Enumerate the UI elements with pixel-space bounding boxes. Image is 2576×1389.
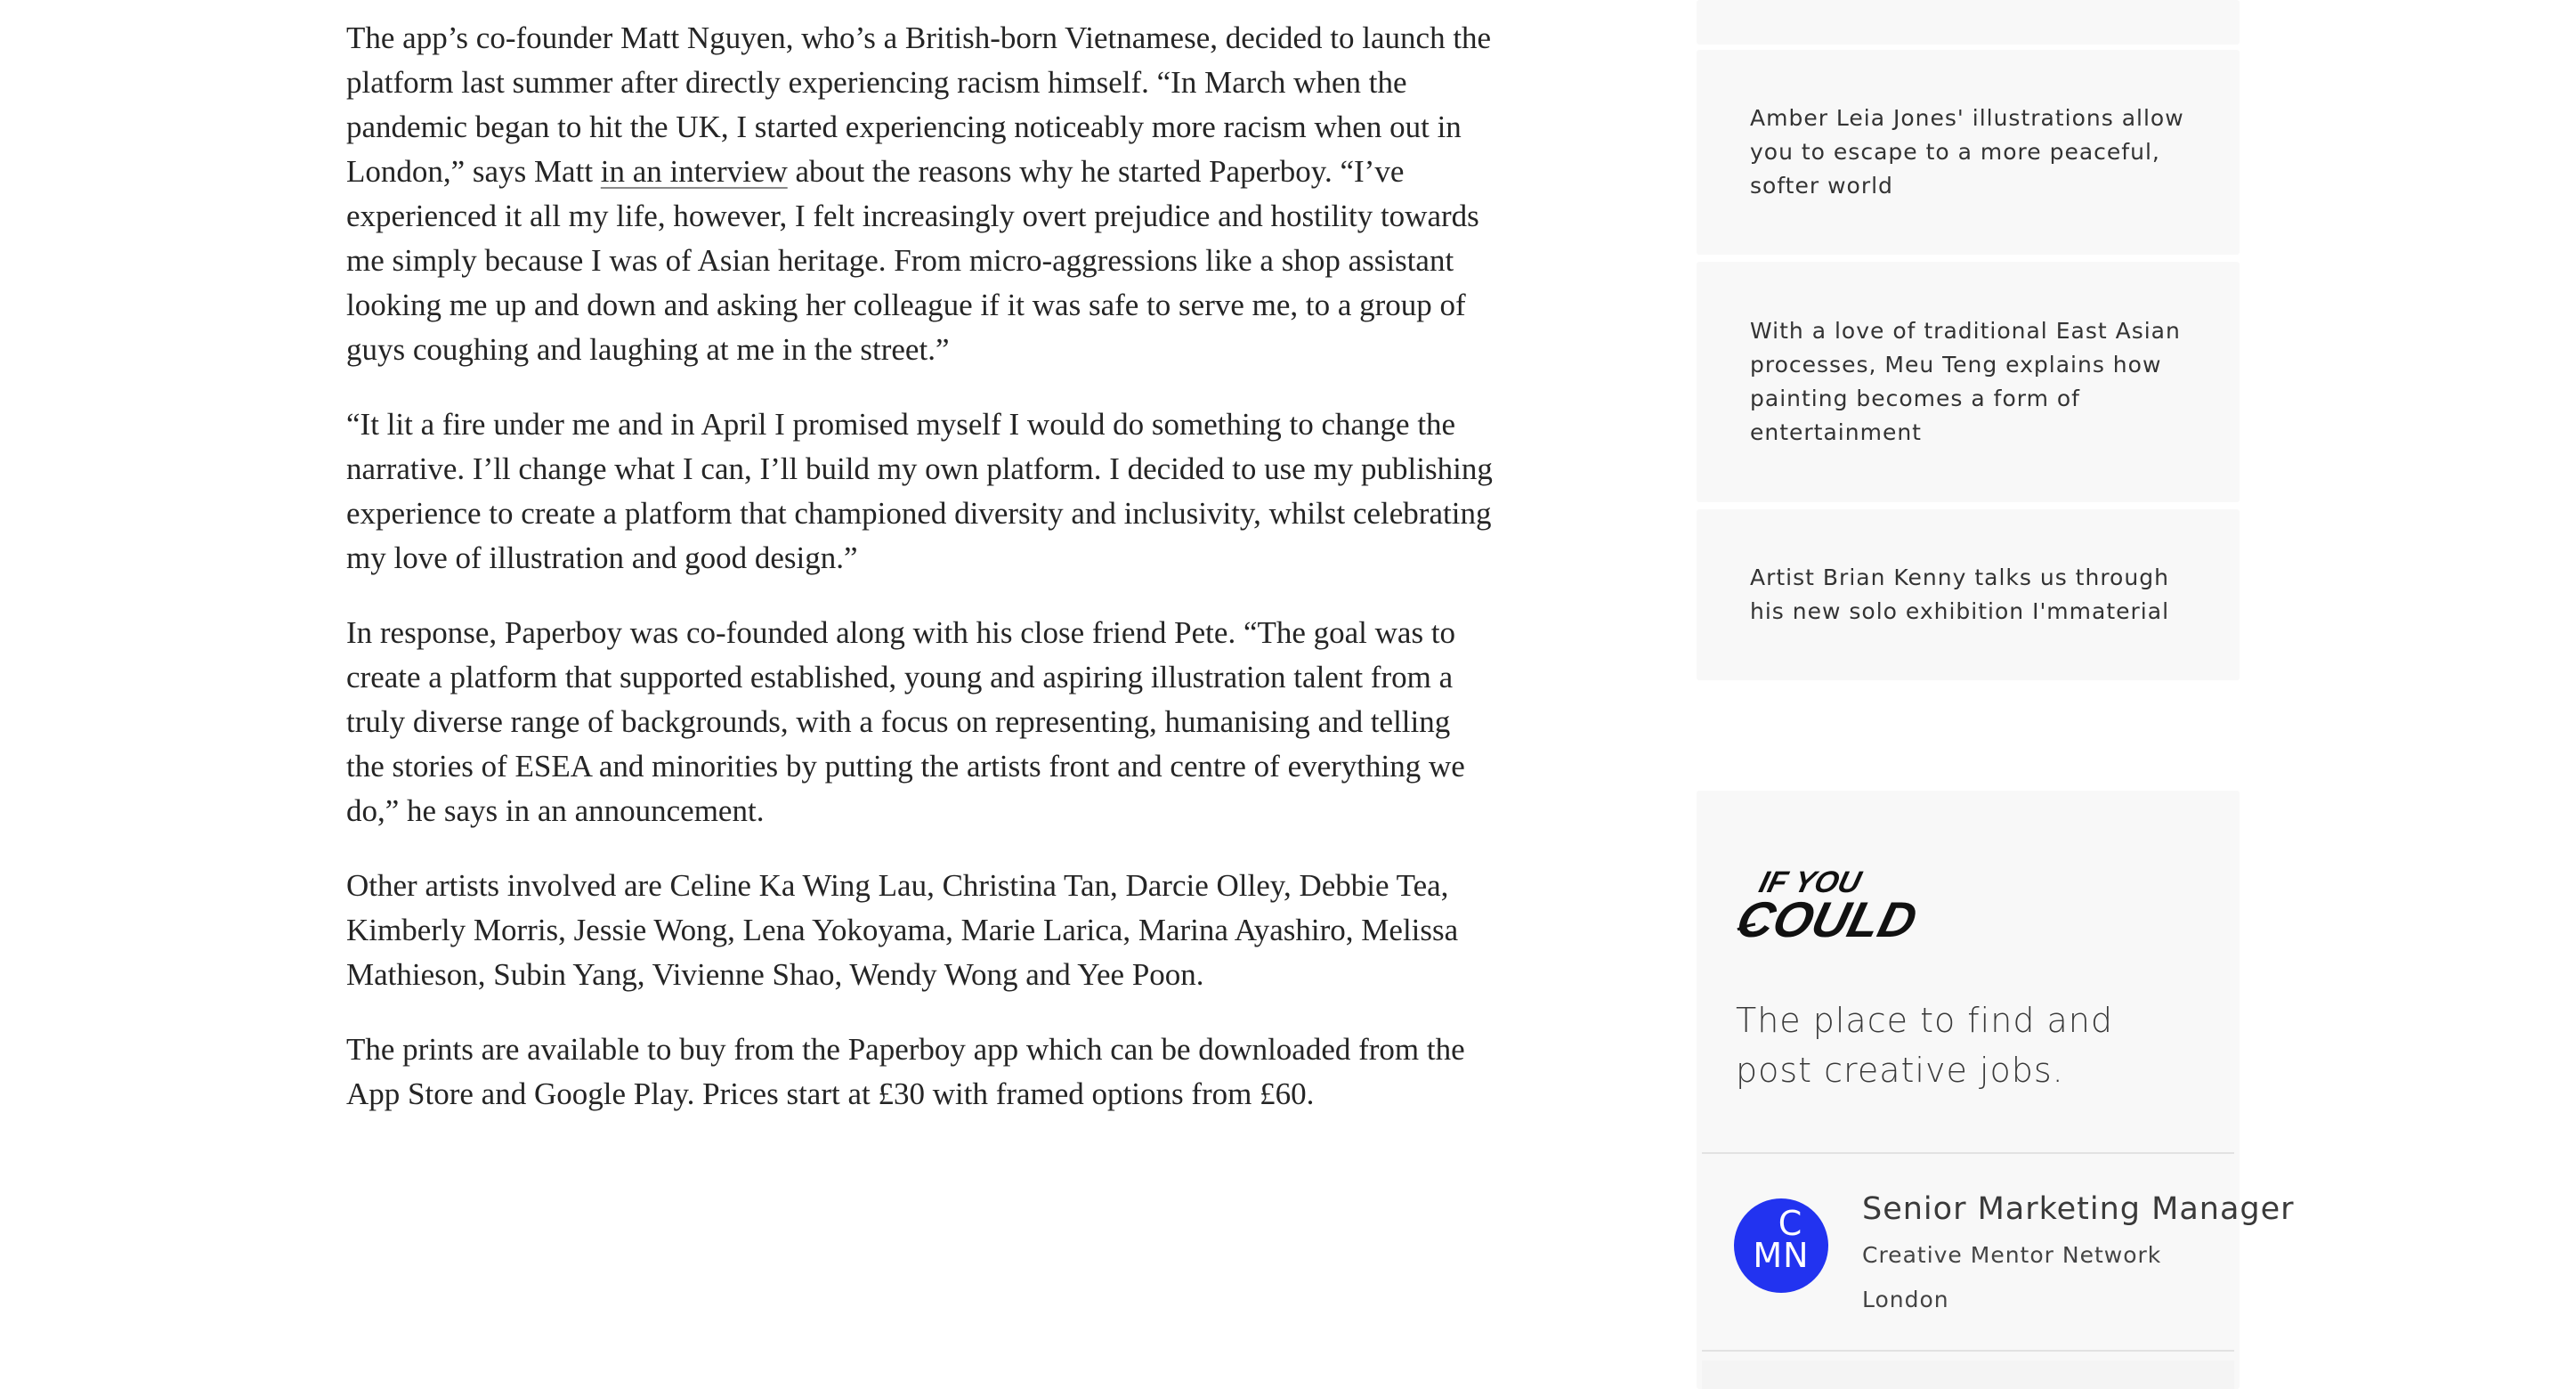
article-paragraph: In response, Paperboy was co-founded along with his close friend Pete. “The goal was to create a platform that supported established, young and aspiring illustration talent from a truly diverse range of backgrounds, with a focus on representing, humanising and telling the stories of ESEA and minorities by putting the artists front and centre of everything we do,” he says in an announcement. — [346, 615, 1465, 828]
job-company: Creative Mentor Network — [1862, 1242, 2162, 1268]
avatar-letter-c: C — [1778, 1204, 1802, 1243]
related-article-title: Amber Leia Jones' illustrations allow you to escape to a more peaceful, softer world — [1750, 105, 2184, 199]
avatar-letters-mn: MN — [1753, 1236, 1810, 1275]
logo-line-1: IF YOU — [1755, 865, 1865, 899]
interview-link[interactable]: in an interview — [600, 154, 788, 189]
related-article-title: With a love of traditional East Asian processes, Meu Teng explains how painting becomes a form of entertainment — [1750, 318, 2181, 445]
article-paragraph: Other artists involved are Celine Ka Wing Lau, Christina Tan, Darcie Olley, Debbie Tea, Kimberly Morris, Jessie Wong, Lena Yokoyama, Marie Larica, Marina Ayashiro, Melissa Mathieson, Subin Yang, Vivienne Shao, Wendy Wong and Yee Poon. — [346, 868, 1459, 992]
paragraph-text: The app’s co-founder Matt Nguyen, who’s a British-born Vietnamese, decided to launch the platform last summer after directly experiencing racism himself. “In March when the pandemic began to hit the UK, I started experiencing noticeably more racism when out in London,” says Matt — [346, 20, 1492, 189]
related-article-card[interactable] — [1697, 262, 2240, 502]
logo-line-2: COULD — [1730, 892, 1923, 948]
article-paragraph: The prints are available to buy from the Paperboy app which can be downloaded from the App Store and Google Play. Prices start at £30 with framed options from £60. — [346, 1032, 1465, 1111]
article-paragraph — [346, 16, 1495, 372]
article-body — [346, 16, 1495, 1147]
related-card-partial[interactable] — [1697, 0, 2240, 45]
company-avatar — [1734, 1198, 1828, 1293]
jobs-tagline: The place to find and post creative jobs. — [1736, 1001, 2114, 1090]
logo-graphic — [1730, 858, 1923, 956]
jobs-widget — [1697, 791, 2295, 1389]
article-paragraph: “It lit a fire under me and in April I promised myself I would do something to change the narrative. I’ll change what I can, I’ll build my own platform. I decided to use my publishing experience to create a platform that championed diversity and inclusivity, whilst celebrating my love of illustration and good design.” — [346, 407, 1493, 575]
job-title[interactable]: Senior Marketing Manager — [1862, 1191, 2295, 1227]
job-location: London — [1862, 1287, 1949, 1312]
related-article-card[interactable] — [1697, 50, 2240, 255]
next-job-listing-partial[interactable] — [1702, 1361, 2234, 1389]
job-listing[interactable] — [1702, 1152, 2295, 1352]
paragraph-text: about the reasons why he started Paperboy. “I’ve experienced it all my life, however, I felt increasingly overt prejudice and hostility towards me simply because I was of Asian heritage. From micro-aggressions like a shop assistant looking me up and down and asking her colleague if it was safe to serve me, to a group of guys coughing and laughing at me in the street.” — [346, 154, 1479, 367]
related-article-card[interactable] — [1697, 509, 2240, 680]
if-you-could-logo[interactable] — [1730, 858, 1923, 956]
related-article-title: Artist Brian Kenny talks us through his new solo exhibition I'mmaterial — [1750, 565, 2170, 624]
